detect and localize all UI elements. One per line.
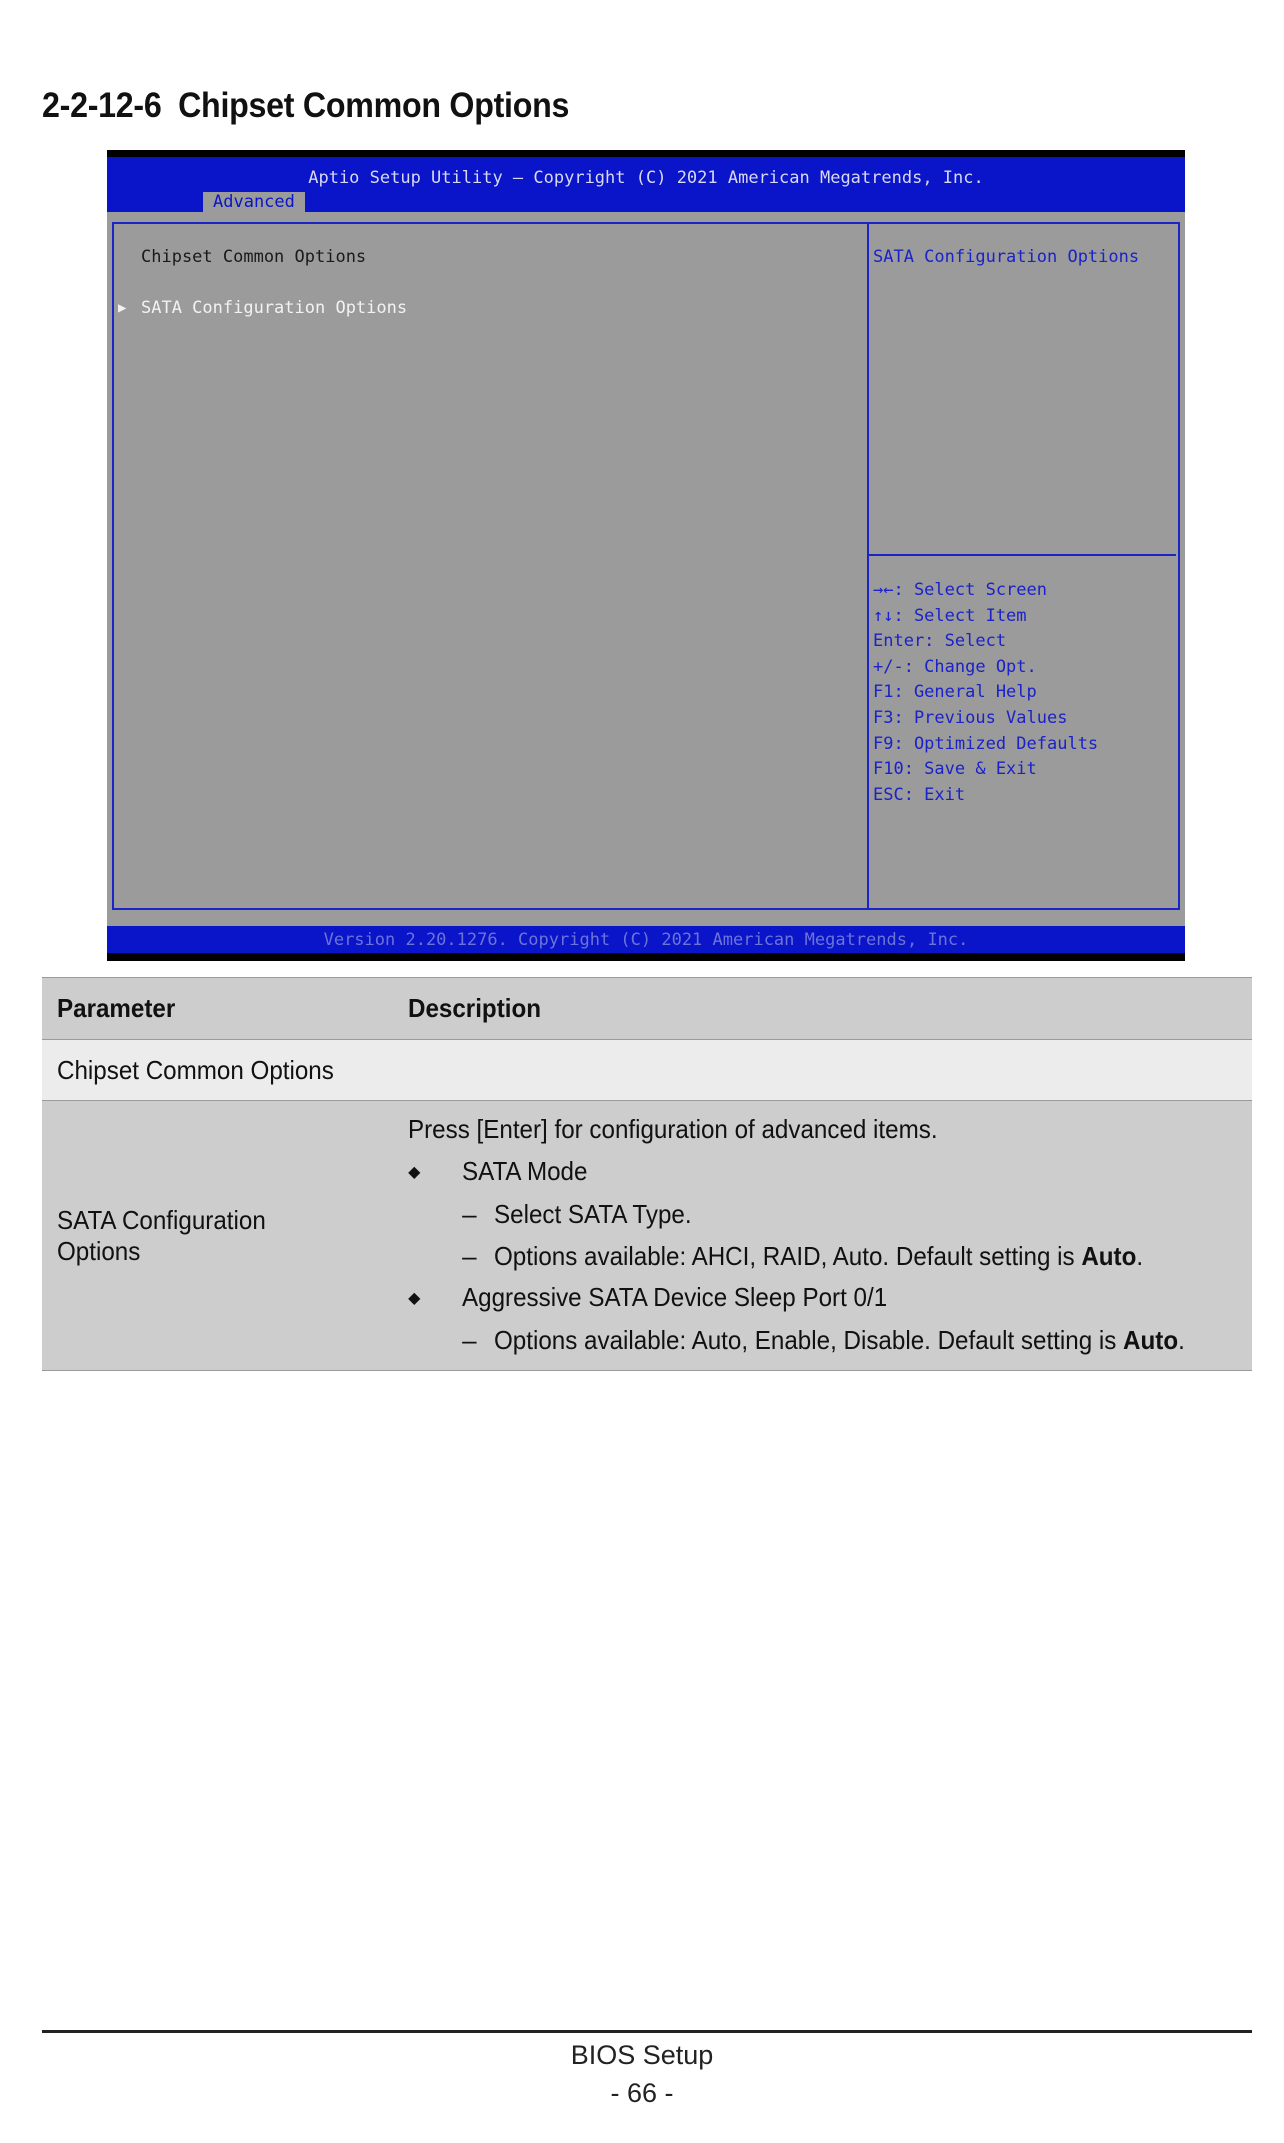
description-intro: Press [Enter] for configuration of advanced items. xyxy=(408,1114,938,1145)
key-enter: Enter: Select xyxy=(873,631,1007,652)
sub-item: – Options available: AHCI, RAID, Auto. Default setting is Auto. xyxy=(462,1240,1144,1271)
table-row xyxy=(42,1040,1252,1101)
table-header-row xyxy=(42,978,1252,1040)
bios-header-title: Aptio Setup Utility – Copyright (C) 2021 American Megatrends, Inc. xyxy=(308,168,984,188)
help-description: SATA Configuration Options xyxy=(873,247,1140,267)
page-number: - 66 - xyxy=(610,2078,674,2108)
key-optimized-defaults: F9: Optimized Defaults xyxy=(873,733,1099,754)
menu-item-sata-configuration[interactable]: SATA Configuration Options xyxy=(141,298,408,318)
bios-main-area xyxy=(107,212,1185,926)
left-panel-title: Chipset Common Options xyxy=(141,247,367,267)
bullet-item: ◆ SATA Mode xyxy=(408,1151,1237,1194)
description-cell xyxy=(393,1101,1252,1371)
diamond-bullet-icon: ◆ xyxy=(408,1290,421,1308)
bios-version-text: Version 2.20.1276. Copyright (C) 2021 American Megatrends, Inc. xyxy=(323,930,969,950)
section-title: Chipset Common Options xyxy=(178,86,570,125)
parameter-cell: SATA Configuration Options xyxy=(42,1101,393,1371)
bios-screenshot xyxy=(107,150,1185,961)
sub-item: – Options available: Auto, Enable, Disable. Default setting is Auto. xyxy=(462,1325,1186,1356)
key-previous-values: F3: Previous Values xyxy=(873,707,1068,728)
key-legend xyxy=(873,578,1098,808)
parameter-table xyxy=(42,977,1252,1371)
bios-left-panel xyxy=(112,222,869,910)
header-parameter: Parameter xyxy=(42,978,393,1040)
key-save-exit: F10: Save & Exit xyxy=(873,759,1037,780)
footer-title: BIOS Setup xyxy=(570,2040,714,2070)
key-select-screen: →←: Select Screen xyxy=(873,580,1047,600)
bios-footer-bar xyxy=(107,926,1185,953)
tab-advanced[interactable]: Advanced xyxy=(203,192,305,213)
section-heading xyxy=(42,86,569,126)
parameter-cell: Chipset Common Options xyxy=(42,1040,393,1101)
key-select-item: ↑↓: Select Item xyxy=(873,605,1027,626)
key-exit: ESC: Exit xyxy=(873,784,966,805)
bios-help-panel xyxy=(867,222,1180,910)
bullet-item: ◆ Aggressive SATA Device Sleep Port 0/1 xyxy=(408,1277,1237,1320)
footer-divider xyxy=(42,2030,1252,2033)
header-description: Description xyxy=(393,978,1252,1040)
diamond-bullet-icon: ◆ xyxy=(408,1164,421,1182)
sub-item: – Select SATA Type. xyxy=(462,1198,692,1229)
bios-header-bar xyxy=(107,157,1185,212)
table-row xyxy=(42,1101,1252,1371)
description-cell xyxy=(393,1040,1252,1101)
section-number: 2-2-12-6 xyxy=(42,86,162,125)
key-general-help: F1: General Help xyxy=(873,682,1037,703)
key-change-opt: +/-: Change Opt. xyxy=(873,656,1037,677)
help-divider xyxy=(869,554,1176,556)
submenu-arrow-icon: ▶ xyxy=(118,300,127,316)
